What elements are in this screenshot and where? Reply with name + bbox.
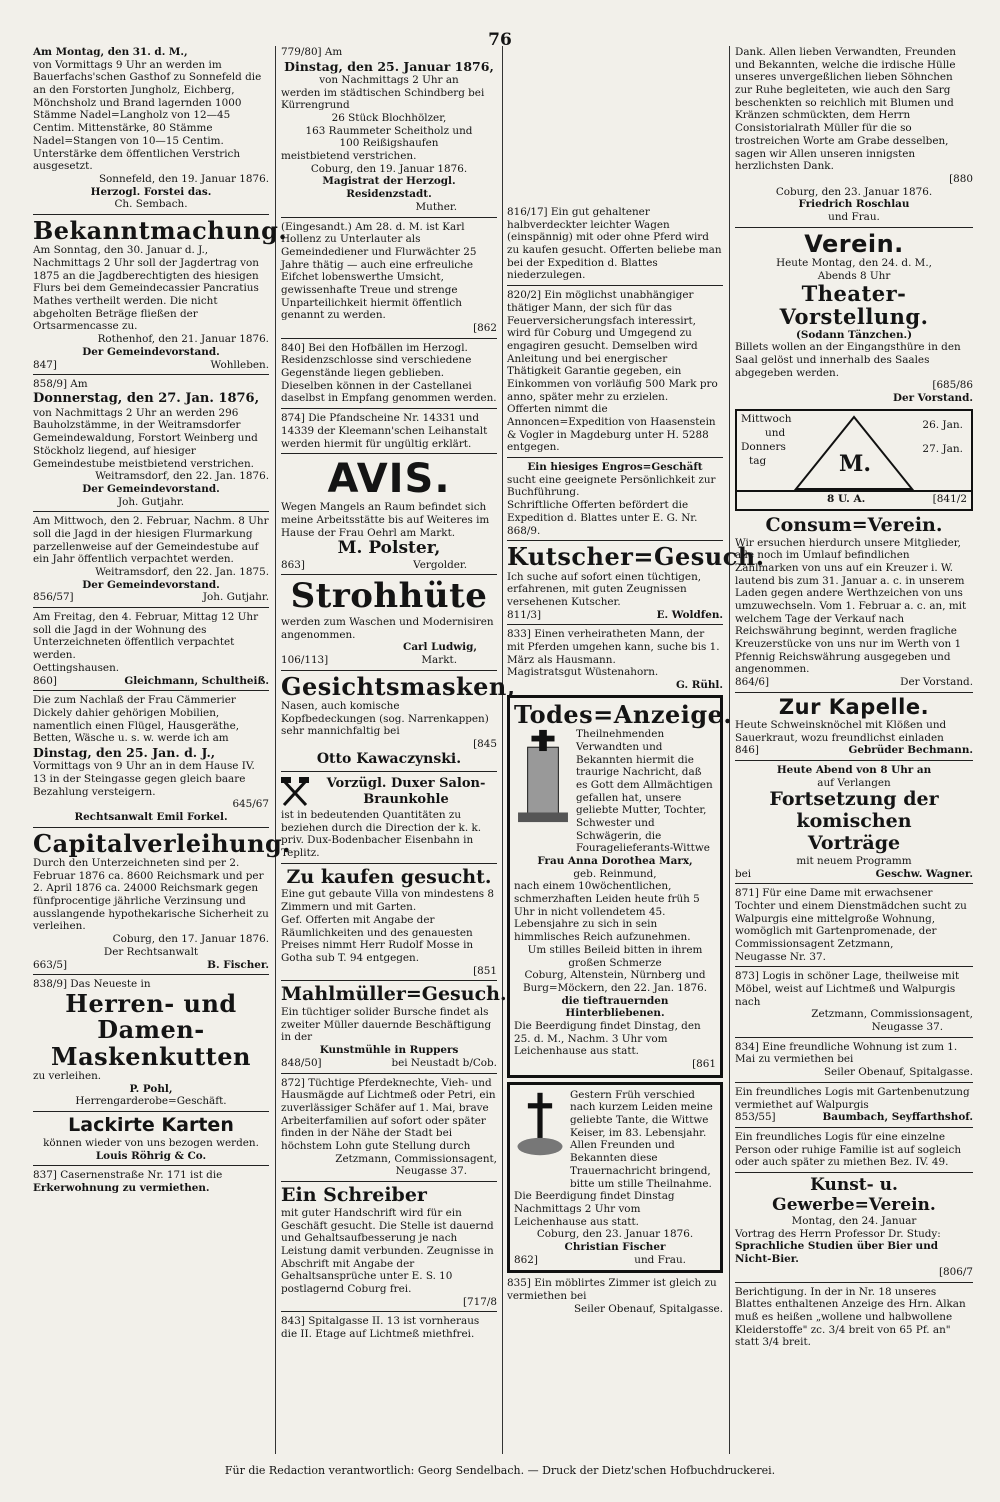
ad-ref: 860] (33, 674, 57, 687)
separator (281, 1073, 497, 1074)
ad-pferdeknechte (281, 1077, 497, 1179)
ad-body: 872] Tüchtige Pferdeknechte, Vieh- und Hausmägde auf Lichtmeß oder Petri, ein zuverlässiger Schäfer auf 1. Mai, brave Arbeiterfamilien auf sofort oder später finden in der Nähe der Stadt bei höchstem Lohn gute Stellung durch (281, 1076, 496, 1152)
ad-body: Ein freundliches Logis mit Gartenbenutzung vermiethet auf Walpurgis (735, 1085, 970, 1111)
ad-signature-name: Muther. (415, 200, 457, 213)
ad-heading: Donnerstag, den 27. Jan. 1876, (33, 390, 260, 406)
ad-body: Heute Schweinsknöchel mit Klößen und Sauerkraut, wozu freundlichst einladen (735, 718, 947, 744)
ad-ref: 858/9] Am (33, 378, 88, 391)
ad-body: 834] Eine freundliche Wohnung ist zum 1. Mai zu vermiethen bei (735, 1040, 958, 1066)
ad-bauholz-weitramsdorf (33, 378, 269, 508)
ad-body: Am Mittwoch, den 2. Februar, Nachm. 8 Uhr soll die Jagd in der hiesigen Flurmarkung parzellenweise auf der Gemeindestube auf ein Jahr öffentlich verpachtet werden. (33, 515, 269, 566)
ad-hofbaelle (281, 342, 497, 405)
ad-headline: Gesichtsmasken, (281, 671, 516, 701)
separator (281, 574, 497, 575)
notice-und: und (765, 426, 786, 439)
separator (281, 217, 497, 218)
ad-body: 837] Casernenstraße Nr. 171 ist die (33, 1169, 223, 1182)
ad-villa-gesucht (281, 867, 497, 978)
ad-signature: P. Pohl, (129, 1082, 173, 1095)
ad-date: Weitramsdorf, den 22. Jan. 1876. (95, 470, 269, 483)
ad-ref: [861 (692, 1058, 716, 1071)
ad-kutscher-gesuch (507, 542, 765, 621)
ad-spitalgasse (281, 1315, 497, 1340)
notice-date-1: 26. Jan. (922, 418, 963, 431)
ad-signature-title: Herrengarderobe=Geschäft. (75, 1095, 227, 1108)
ad-berichtigung (735, 1286, 973, 1349)
ad-maskenkutten (33, 978, 269, 1108)
ad-ref: [806/7 (939, 1265, 973, 1278)
ad-signature: Carl Ludwig, (403, 641, 477, 654)
ad-ref: 811/3] (507, 608, 541, 621)
ad-signature: G. Rühl. (675, 679, 723, 692)
ad-date: Sonnefeld, den 19. Januar 1876. (98, 172, 269, 185)
ad-headline-2: Vorträge (807, 832, 901, 855)
separator (281, 1311, 497, 1312)
ad-wagen-gesucht (507, 206, 723, 282)
ad-address: Neugasse 37. (395, 1165, 467, 1178)
ad-bekanntmachung (33, 215, 288, 371)
ad-signature-title: Markt. (421, 653, 457, 666)
ad-gesichtsmasken (281, 671, 516, 768)
ad-headline: Herren- und Damen- (65, 988, 237, 1045)
ad-ref: [845 (473, 738, 497, 751)
ad-todes-anzeige (507, 695, 733, 1078)
ad-ref: 838/9] Das Neueste in (33, 978, 151, 991)
separator (281, 408, 497, 409)
ad-body: Nasen, auch komische Kopfbedeckungen (sog. Narrenkappen) sehr mannichfaltig bei (281, 700, 489, 738)
ad-body: mit guter Handschrift wird für ein Geschäft gesucht. Die Stelle ist dauernd und Gehaltsaufbesserung je nach Leistung damit verbunden. Zeugnisse in Abschrift mit Angabe der Gehaltsansprüche unter E. S. 10 postlagernd Coburg frei. (281, 1206, 494, 1295)
ad-body: Am Sonntag, den 30. Januar d. J., Nachmittags 2 Uhr soll der Jagdertrag von 1875 an die Jagdberechtigten des hiesigen Flurs bei dem Gemeindecassier Pancratius Mathes vertheilt werden. Die nicht abgeholten Beträge fließen der Ortsarmencasse zu. (33, 244, 259, 333)
ad-line: von Nachmittags 2 Uhr an (319, 73, 459, 86)
ad-ref: 863] (281, 558, 305, 571)
ad-ref: 856/57] (33, 591, 74, 604)
ad-body: werden zum Waschen und Modernisiren angenommen. (281, 615, 494, 641)
ad-signature: Baumbach, Seyffarthshof. (822, 1111, 973, 1124)
ad-headline-2: Braunkohle (363, 791, 449, 807)
ad-headline: Strohhüte (290, 576, 488, 617)
separator (33, 374, 269, 375)
ad-jagd-oettingshausen (33, 611, 269, 687)
ad-signature: Zetzmann, Commissionsagent, (811, 1008, 973, 1021)
ad-body: ist in bedeutenden Quantitäten zu beziehen durch die Direction der k. k. priv. Dux-Bodenbacher Eisenbahn in Teplitz. (281, 808, 482, 859)
separator (281, 453, 497, 454)
ad-capitalverleihung (33, 828, 292, 972)
ad-feuerversicherung (507, 289, 723, 454)
ad-body: 833] Einen verheiratheten Mann, der mit Pferden umgehen kann, suche bis 1. März als Hausmann. (507, 628, 720, 666)
ad-holzversteigerung-coburg (281, 46, 497, 214)
ad-body: 820/2] Ein möglichst unabhängiger thätiger Mann, der sich für das Feuerversicherungsfach interessirt, wird für Coburg und Umgegend zu engagiren gesucht. Demselben wird Anleitung und bei energischer Thätigkeit Garantie gegeben, ein Einkommen von vorläufig 500 Mark pro anno, später mehr zu erzielen. (507, 289, 718, 403)
ad-signature: Der Vorstand. (892, 392, 973, 405)
ad-dank (735, 46, 973, 224)
separator (281, 980, 497, 981)
ad-body: Eine gut gebaute Villa von mindestens 8 Zimmern und mit Garten. (281, 888, 495, 914)
ad-headline: Kunst- u. Gewerbe=Verein. (772, 1174, 936, 1215)
separator (281, 338, 497, 339)
ad-body: Ich suche auf sofort einen tüchtigen, erfahrenen, mit guten Zeugnissen versehenen Kutscher. (507, 570, 702, 608)
ad-signature: Louis Röhrig & Co. (95, 1149, 207, 1162)
ad-body: Theilnehmenden Verwandten und Bekannten hiermit die traurige Nachricht, daß es Gott dem Allmächtigen gefallen hat, unsere geliebte Mutter, Tochter, Schwester und Schwägerin, die Fouragelieferants-Wittwe (576, 728, 713, 855)
ad-body-2: Offerten nimmt die Annoncen=Expedition von Haasenstein & Vogler in Magdeburg unter H. 5288 entgegen. (507, 403, 716, 454)
separator (735, 227, 973, 228)
ad-signature: Magistrat der Herzogl. Residenzstadt. (322, 175, 456, 201)
ad-body: 840] Bei den Hofbällen im Herzogl. Residenzschlosse sind verschiedene Gegenstände liegen geblieben. Dieselben können in der Castellanei daselbst in Empfang genommen werden. (281, 341, 497, 405)
ad-body: können wieder von uns bezogen werden. (43, 1136, 259, 1149)
separator (735, 1127, 973, 1128)
ad-headline: Verein. (804, 229, 904, 258)
ad-body: Am Freitag, den 4. Februar, Mittag 12 Uhr soll die Jagd in der Wohnung des Unterzeichneten öffentlich verpachtet werden. (33, 611, 259, 662)
separator (281, 670, 497, 671)
ad-braunkohle (281, 775, 497, 860)
ad-body: (Eingesandt.) Am 28. d. M. ist Karl Hollenz zu Unterlauter als Gemeindediener und Flurwächter 25 Jahre thätig — auch eine erfreuliche Eifchet lobenswerthe Umsicht, gewissenhafte Treue und strenge Unparteilichkeit hiermit öffentlich genannt zu werden. (281, 220, 477, 322)
ad-ref: 846] (735, 744, 759, 757)
separator (33, 214, 269, 215)
separator (507, 457, 723, 458)
ad-avis (281, 457, 497, 571)
ad-moebliertes-zimmer (507, 1277, 723, 1315)
ad-body: von Vormittags 9 Uhr an werden im Bauerfachs'schen Gasthof zu Sonnefeld die an den Forstorten Jungholz, Eichberg, Mönchsholz und Brand lagernden 1000 Stämme Nadel=Langholz von 12—45 Centim. Mittenstärke, 80 Stämme Nadel=Stangen von 10—15 Centim. Unterstärke dem öffentlichen Verstrich ausgesetzt. (33, 58, 262, 173)
ad-body: 873] Logis in schöner Lage, theilweise mit Möbel, weist auf Lichtmeß und Walpurgis nach (735, 970, 960, 1008)
ad-headline: Todes=Anzeige. (514, 699, 733, 729)
ad-eingesandt (281, 221, 497, 335)
ad-signature: Herzogl. Forstei das. (90, 185, 212, 198)
ad-line: meistbietend verstrichen. (281, 150, 417, 163)
ad-body: 843] Spitalgasse II. 13 ist vornheraus die II. Etage auf Lichtmeß miethfrei. (281, 1315, 480, 1341)
separator (735, 1037, 973, 1038)
ad-bei: bei (735, 867, 752, 880)
separator (33, 827, 269, 828)
ad-address: Neugasse 37. (871, 1021, 943, 1034)
ad-place-2: bei Neustadt b/Cob. (391, 1056, 497, 1069)
ad-mahlmueller (281, 983, 507, 1069)
ad-engros-geschaeft (507, 461, 723, 537)
ad-date: Coburg, den 19. Januar 1876. (310, 162, 468, 175)
ad-ref: [880 (949, 172, 973, 185)
ad-signature: Der Gemeindevorstand. (82, 345, 220, 358)
ad-body: 835] Ein möblirtes Zimmer ist gleich zu vermiethen bei (507, 1277, 717, 1303)
notice-ref: [841/2 (932, 492, 967, 505)
ad-strohhuete (281, 578, 497, 666)
notice-time: 8 U. A. (827, 492, 866, 505)
separator (507, 285, 723, 286)
ad-funeral: Die Beerdigung findet Dinstag Nachmittags 2 Uhr vom Leichenhause aus statt. (514, 1190, 675, 1228)
ad-ref: [717/8 (463, 1295, 497, 1308)
ad-deceased-name: Frau Anna Dorothea Marx, (537, 855, 693, 868)
notice-day-1: Mittwoch (741, 412, 792, 425)
ad-topic: Sprachliche Studien über Bier und Nicht-Bier. (735, 1240, 939, 1266)
ad-headline: Vorzügl. Duxer Salon- (326, 775, 486, 791)
ad-signature: Rechtsanwalt Emil Forkel. (74, 810, 228, 823)
ad-body-2: Erkerwohnung zu vermiethen. (33, 1182, 210, 1195)
ad-ref: 779/80] Am (281, 46, 343, 58)
ad-ref: [685/86 (932, 379, 973, 392)
ad-date: Coburg, den 23. Januar 1876. (775, 185, 933, 198)
ad-ref: 862] (514, 1253, 538, 1266)
separator (281, 771, 497, 772)
ad-timber-sale-sonnefeld (33, 46, 269, 211)
grave-cross-icon (514, 1089, 566, 1159)
ad-headline: Mahlmüller=Gesuch. (281, 983, 507, 1006)
ad-zur-kapelle (735, 696, 973, 757)
ad-signature: B. Fischer. (207, 958, 269, 971)
ad-signature: Seiler Obenauf, Spitalgasse. (573, 1302, 723, 1315)
ad-body: 874] Die Pfandscheine Nr. 14331 und 14339 der Kleemann'schen Leihanstalt werden hiermit für ungültig erklärt. (281, 412, 488, 450)
ad-todes-anzeige-keiser (507, 1082, 723, 1274)
separator (735, 760, 973, 761)
ad-subline-2: mit neuem Programm (796, 854, 912, 867)
ad-body: sucht eine geeignete Persönlichkeit zur Buchführung. (507, 473, 716, 499)
ad-funeral: Die Beerdigung findet Dinstag, den 25. d. M., Nachm. 3 Uhr vom Leichenhause aus statt. (514, 1019, 701, 1058)
ad-body-3: Um stilles Beileid bitten in ihrem großen Schmerze (527, 943, 703, 969)
ad-headline: AVIS. (327, 456, 451, 503)
separator (33, 1165, 269, 1166)
ad-date: Coburg, den 17. Januar 1876. (112, 933, 269, 946)
ad-signature: M. Polster, (337, 538, 441, 559)
gravestone-icon (514, 728, 572, 824)
ad-signature-name: Ch. Sembach. (114, 198, 188, 211)
ad-signature-title: Vergolder. (413, 558, 467, 571)
column-1 (28, 46, 292, 1454)
ad-signature: Gebrüder Bechmann. (848, 744, 973, 757)
ad-body: Dank. Allen lieben Verwandten, Freunden und Bekannten, welche die irdische Hülle unseres unvergeßlichen lieben Söhnchen zur Ruhe begleiteten, wie auch den Sarg beschenkten so reichlich mit Blumen und Kränzen schmückten, dem Herrn Consistorialrath Müller für die so trostreichen Worte am Grabe desselben, sagen wir Allen unseren innigsten herzlichsten Dank. (735, 46, 956, 173)
ad-heading: Dinstag, den 25. Jan. d. J., (33, 744, 216, 760)
ad-headline: Lackirte Karten (68, 1114, 234, 1137)
ad-line: 26 Stück Blochhölzer, (331, 112, 447, 124)
ad-kunst-gewerbe-verein (735, 1176, 973, 1279)
ad-heading: Heute Abend von 8 Uhr an (776, 763, 932, 776)
ad-line: 100 Reißigshaufen (339, 137, 439, 150)
ad-logis-baumbach (735, 1086, 973, 1124)
ad-signature: Geschw. Wagner. (875, 867, 973, 880)
ad-body: zu verleihen. (33, 1070, 102, 1083)
ad-maiden-name: geb. Reinmund, (573, 867, 657, 880)
ad-signature-2: und Frau. (634, 1253, 686, 1266)
ad-body: Ein tüchtiger solider Bursche findet als zweiter Müller dauernde Beschäftigung in der (281, 1006, 492, 1044)
notice-day-2: Donners (741, 440, 786, 453)
ad-wohnung-obenauf (735, 1041, 973, 1079)
ad-signature: Gleichmann, Schultheiß. (124, 674, 269, 687)
ad-wohnung-gesucht (735, 887, 973, 963)
ad-place: Kunstmühle in Ruppers (319, 1044, 459, 1057)
ad-heading: Dinstag, den 25. Januar 1876, (284, 58, 494, 74)
ad-signature: Friedrich Roschlau (798, 198, 910, 211)
ad-date: Rothenhof, den 21. Januar 1876. (97, 333, 269, 346)
ad-subline: auf Verlangen (817, 776, 891, 789)
ad-ref: 106/113] (281, 653, 329, 666)
column-4 (730, 46, 978, 1454)
ad-ref: 864/6] (735, 676, 769, 689)
ad-date: Montag, den 24. Januar (791, 1215, 917, 1228)
ad-signature: Christian Fischer (564, 1240, 666, 1253)
ad-signature: Der Gemeindevorstand. (82, 578, 220, 591)
ad-places: Coburg, Altenstein, Nürnberg und Burg=Möckern, den 22. Jan. 1876. (522, 969, 708, 994)
ad-logis-einzelperson (735, 1131, 973, 1169)
hammer-pick-icon (281, 775, 309, 809)
ad-body: Wegen Mangels an Raum befindet sich meine Arbeitsstätte bis auf Weiteres im Hause der Frau Oehrl am Markt. (281, 501, 490, 539)
ad-signature: die tieftrauernden Hinterbliebenen. (561, 994, 669, 1020)
separator (507, 540, 723, 541)
ad-place: Oettingshausen. (33, 661, 120, 674)
ad-hausmann (507, 628, 723, 691)
ad-body: Vortrag des Herrn Professor Dr. Study: (735, 1227, 941, 1240)
ad-signature-name: Joh. Gutjahr. (117, 495, 185, 508)
notice-day-2-suffix: tag (749, 454, 767, 467)
ad-schreiber (281, 1185, 497, 1308)
ad-headline-2: Theater-Vorstellung. (779, 281, 929, 330)
separator (735, 1282, 973, 1283)
ad-headline: Zur Kapelle. (778, 694, 930, 719)
separator (33, 690, 269, 691)
ad-body: 871] Für eine Dame mit erwachsener Tochter und einem Dienstmädchen sucht zu Walpurgis eine mittelgroße Wohnung, womöglich mit Gartenpromenade, der Commissionsagent Zetzmann, (735, 887, 967, 950)
separator (281, 863, 497, 864)
ad-verein-theater (735, 231, 973, 405)
ad-lackirte-karten (33, 1115, 269, 1162)
ad-signature: Der Gemeindevorstand. (82, 482, 220, 495)
ad-signature: Seiler Obenauf, Spitalgasse. (823, 1066, 973, 1079)
ad-headline: Ein Schreiber (281, 1184, 427, 1207)
separator (735, 883, 973, 884)
page-number: 76 (488, 30, 512, 50)
ad-body-2: Vormittags von 9 Uhr an in dem Hause IV. 13 in der Steingasse gegen gleich baare Bezahlung versteigern. (33, 760, 255, 798)
ad-headline: Kutscher=Gesuch. (507, 542, 765, 572)
ad-body: Ein freundliches Logis für eine einzelne Person oder ruhige Familie ist auf sogleich oder auch später zu miethen Bez. IV. 49. (735, 1130, 962, 1169)
separator (281, 1181, 497, 1182)
ad-address: Neugasse Nr. 37. (735, 950, 826, 963)
ad-ref: 848/50] (281, 1056, 322, 1069)
ad-body: Billets wollen an der Eingangsthüre in den Saal gelöst und innerhalb des Saales abgegeben werden. (735, 341, 961, 379)
ad-body: Durch den Unterzeichneten sind per 2. Februar 1876 ca. 8600 Reichsmark und per 2. April 1876 ca. 24000 Reichsmark gegen fünfprocentige jährliche Verzinsung und ausslangende hypothekarische Sicherheit zu verleihen. (33, 857, 269, 933)
ad-headline: Zu kaufen gesucht. (286, 865, 492, 888)
ad-body-2: nach einem 10wöchentlichen, schmerzhaften Leiden heute früh 5 Uhr in nicht vollendetem 45. Lebensjahre zu sich in sein himmlisches Reich aufzunehmen. (514, 880, 700, 944)
notice-m: M. (839, 450, 872, 477)
ad-body: Gestern Früh verschied nach kurzem Leiden meine geliebte Tante, die Wittwe Keiser, im 83. Lebensjahr. Allen Freunden und Bekannten diese Trauernachricht bringend, bitte um stille Theilnahme. (570, 1088, 713, 1190)
ad-signature-2: und Frau. (828, 210, 880, 223)
separator (735, 1172, 973, 1173)
ad-signature-name: Joh. Gutjahr. (202, 591, 269, 604)
ad-ref: [862 (473, 322, 497, 334)
ad-erkerwohnung (33, 1169, 269, 1194)
column-2 (276, 46, 516, 1454)
ad-subline: (Sodann Tänzchen.) (795, 328, 913, 341)
ad-signature: Zetzmann, Commissionsagent, (335, 1152, 497, 1165)
ad-headline: Capitalverleihung. (33, 828, 292, 858)
ad-date: Coburg, den 23. Januar 1876. (536, 1228, 694, 1241)
ad-date: Heute Montag, den 24. d. M., (776, 257, 932, 270)
ad-ref: [851 (473, 964, 497, 977)
ad-headline: Fortsetzung der komischen (769, 788, 939, 833)
separator (735, 692, 973, 693)
ad-body-2: Schriftliche Offerten befördert die Expedition d. Blattes unter E. G. Nr. 868/9. (507, 499, 698, 537)
ad-time: Abends 8 Uhr (817, 269, 891, 282)
ad-ref: 663/5] (33, 958, 67, 971)
ad-headline: Consum=Verein. (765, 513, 943, 536)
ad-signature-title: Der Rechtsanwalt (103, 945, 199, 958)
ad-line: 163 Raummeter Scheitholz und (305, 124, 473, 137)
ad-consum-verein (735, 515, 973, 689)
ad-mobilien-versteigerung (33, 694, 269, 823)
separator (735, 966, 973, 967)
ad-logis-zetzmann (735, 970, 973, 1033)
ad-jagd-weitramsdorf (33, 515, 269, 604)
imprint-footer: Für die Redaction verantwortlich: Georg Sendelbach. — Druck der Dietz'schen Hofbuchdruckerei. (224, 1464, 776, 1477)
separator (507, 624, 723, 625)
ad-heading: Ein hiesiges Engros=Geschäft (527, 461, 703, 474)
ad-signature-name: Wohlleben. (210, 358, 269, 371)
ad-komische-vortraege (735, 764, 973, 880)
ad-headline: Bekanntmachung. (33, 215, 288, 245)
ad-pfandscheine (281, 412, 497, 450)
separator (33, 1111, 269, 1112)
separator (735, 1082, 973, 1083)
ad-body: Die zum Nachlaß der Frau Cämmerier Dickely dahier gehörigen Mobilien, namentlich einen Flügel, Hausgeräthe, Betten, Wäsche u. s. w. werde ich am (33, 694, 240, 745)
ad-m-notice (735, 409, 973, 511)
ad-signature: E. Woldfen. (656, 608, 723, 621)
ad-place: Magistratsgut Wüstenahorn. (507, 666, 659, 679)
ad-body-2: Gef. Offerten mit Angabe der Räumlichkeiten und des genauesten Preises nimmt Herr Rudolf Mosse in Gotha sub T. 94 entgegen. (281, 913, 474, 964)
ad-signature: Otto Kawaczynski. (316, 750, 462, 767)
separator (33, 511, 269, 512)
ad-body: Berichtigung. In der in Nr. 18 unseres Blattes enthaltenen Anzeige des Hrn. Alkan muß es heißen „wollene und halbwollene Kleiderstoffe" zc. 3/4 breit von 65 Pf. an" statt 3/4 breit. (735, 1285, 966, 1349)
ad-body: von Nachmittags 2 Uhr an werden 296 Bauholzstämme, in der Weitramsdorfer Gemeindewaldung, Forstort Weinberg und Stöckholz liegend, auf hiesiger Gemeindestube meistbietend verstrichen. (33, 406, 258, 470)
ad-ref: 847] (33, 358, 57, 371)
ad-headline-2: Maskenkutten (51, 1041, 251, 1071)
ad-ref: 853/55] (735, 1111, 776, 1124)
ad-line: werden im städtischen Schindberg bei Kürrengrund (281, 86, 485, 112)
ad-heading: Am Montag, den 31. d. M., (33, 46, 188, 58)
ad-date: Weitramsdorf, den 22. Jan. 1875. (95, 566, 269, 578)
ad-ref: 645/67 (232, 798, 269, 811)
ad-signature: Der Vorstand. (900, 676, 973, 689)
ad-body: 816/17] Ein gut gehaltener halbverdeckter leichter Wagen (einspännig) mit oder ohne Pferd wird zu kaufen gesucht. Offerten beliebe man bei der Expedition d. Blattes niederzulegen. (507, 206, 722, 282)
separator (33, 974, 269, 975)
separator (33, 607, 269, 608)
notice-date-2: 27. Jan. (922, 442, 963, 455)
ad-body: Wir ersuchen hierdurch unsere Mitglieder, alle noch im Umlauf befindlichen Zahlmarken von uns auf ein Kreuzer i. W. lautend bis zum 31. Januar a. c. in unserem Laden gegen andere Werthzeichen von uns umzuwechseln. Vom 1. Februar a. c. an, mit welchem Tage der Verkauf nach Reichswährung beginnt, werden fragliche Kreuzerstücke von uns nur im Werth von 1 Pfennig Reichswährung ausgegeben und angenommen. (735, 536, 967, 676)
